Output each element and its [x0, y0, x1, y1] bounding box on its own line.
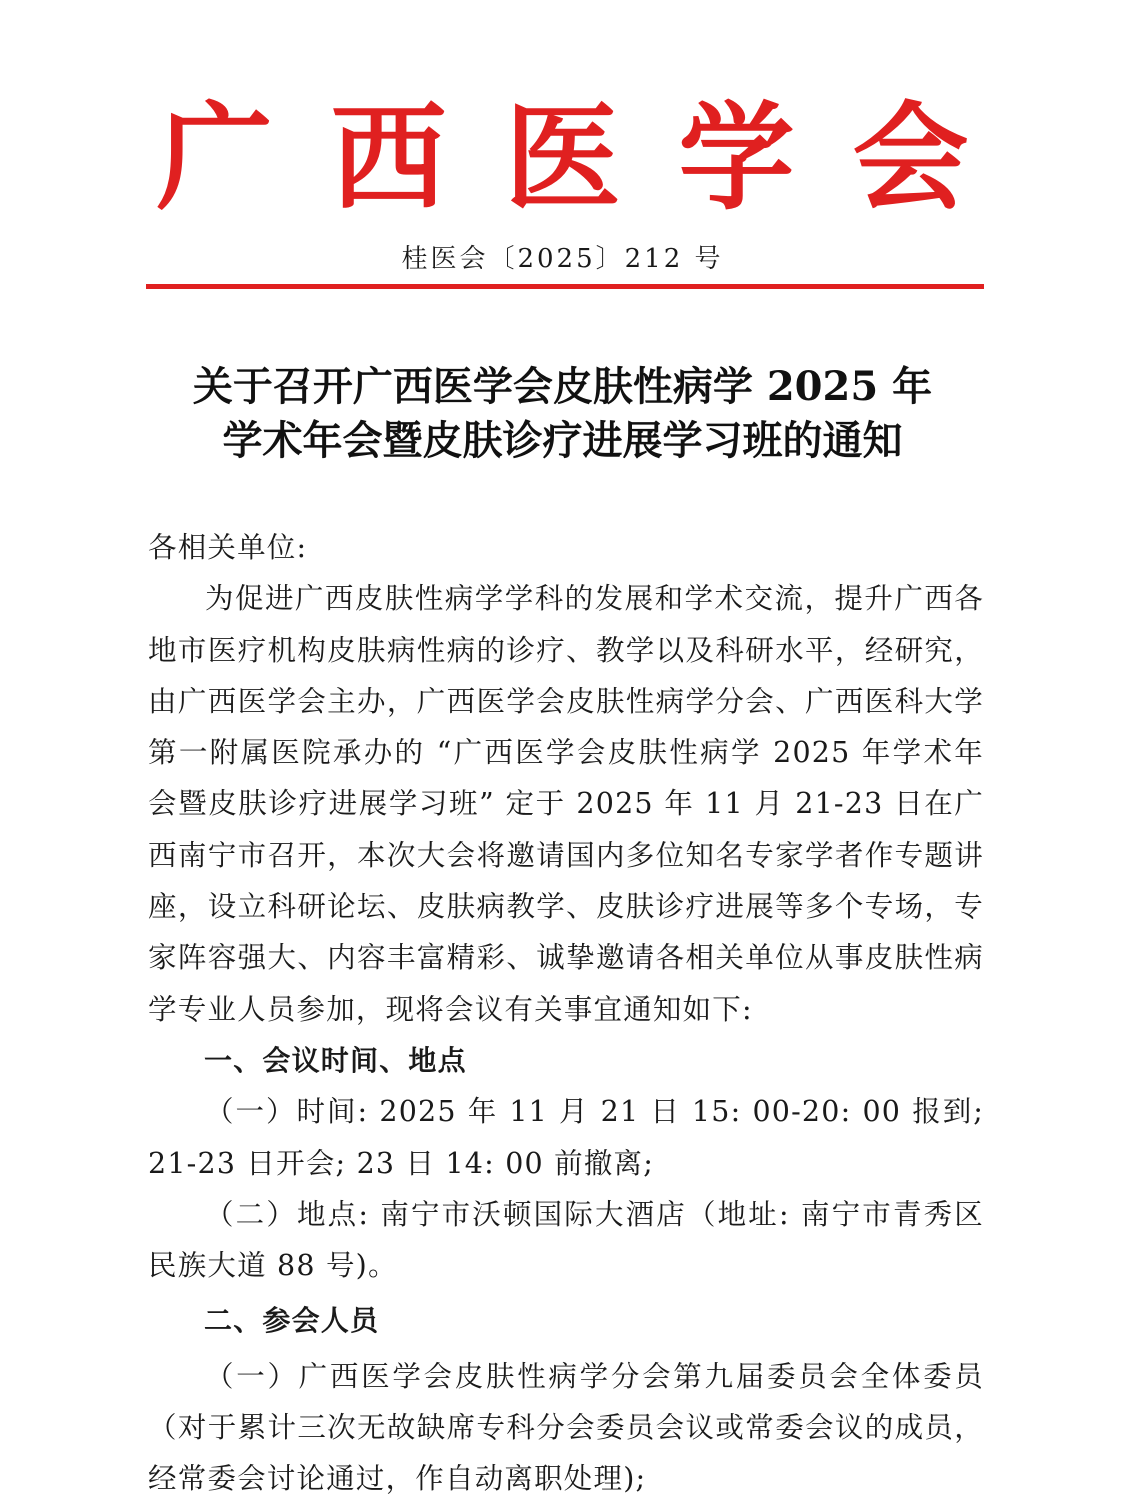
- org-masthead: 广西医学会: [156, 90, 1027, 226]
- section-item-attendees-1: （一）广西医学会皮肤性病学分会第九届委员会全体委员（对于累计三次无故缺席专科分会委员会议或常委会议的成员，经常委会讨论通过，作自动离职处理);: [148, 1359, 984, 1496]
- section-heading-time-place: 一、会议时间、地点: [204, 1043, 467, 1077]
- notice-body: [148, 522, 984, 1505]
- section-heading-attendees: 二、参会人员: [204, 1304, 380, 1338]
- section-item-time: （一）时间: 2025 年 11 月 21 日 15: 00-20: 00 报到; 21-23 日开会; 23 日 14: 00 前撤离;: [148, 1095, 984, 1180]
- document-number: 桂医会〔2025〕212 号: [401, 244, 724, 274]
- intro-paragraph: 为促进广西皮肤性病学学科的发展和学术交流，提升广西各地市医疗机构皮肤病性病的诊疗、教学以及科研水平，经研究，由广西医学会主办，广西医学会皮肤性病学分会、广西医科大学第一附属医院承办的 “广西医学会皮肤性病学 2025 年学术年会暨皮肤诊疗进展学习班” 定于 2025 年 11 月 21-23 日在广西南宁市召开，本次大会将邀请国内多位知名专家学者作专题讲座，设立科研论坛、皮肤病教学、皮肤诊疗进展等多个专场，专家阵容强大、内容丰富精彩、诚挚邀请各相关单位从事皮肤性病学专业人员参加，现将会议有关事宜通知如下:: [148, 582, 984, 1026]
- notice-title-line-1: 关于召开广西医学会皮肤性病学 2025 年: [192, 363, 933, 410]
- section-item-place: （二）地点: 南宁市沃顿国际大酒店（地址: 南宁市青秀区民族大道 88 号)。: [148, 1197, 984, 1283]
- notice-title: [0, 360, 1125, 468]
- salutation: 各相关单位:: [148, 531, 308, 564]
- notice-title-line-2: 学术年会暨皮肤诊疗进展学习班的通知: [222, 417, 903, 464]
- red-divider-line: [146, 284, 984, 289]
